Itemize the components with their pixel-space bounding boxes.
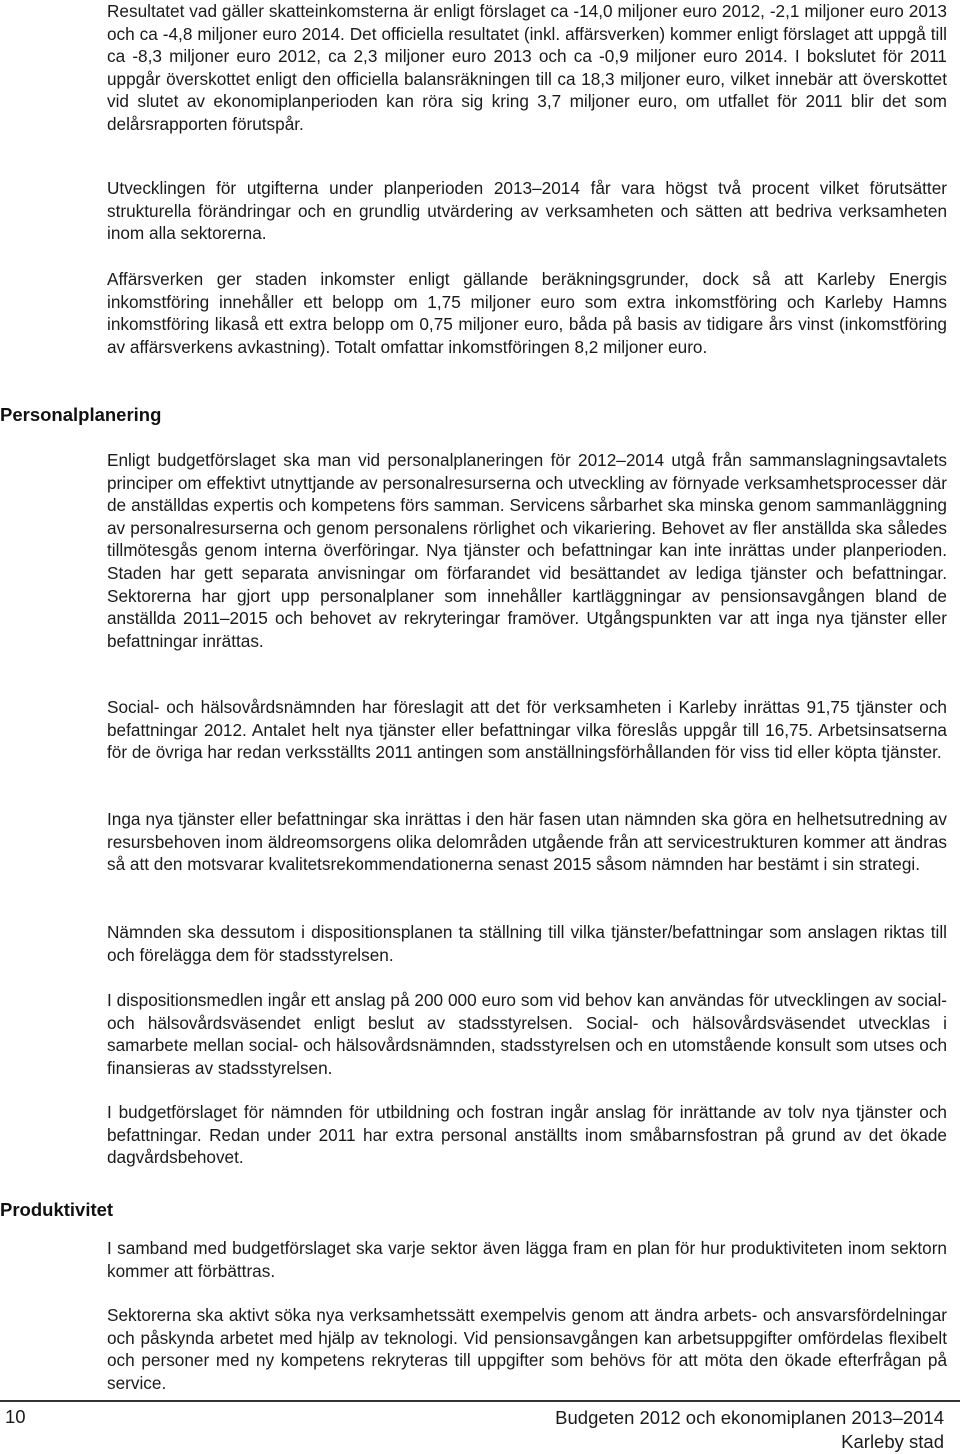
page-number: 10 [5,1406,26,1427]
paragraph-education-positions: I budgetförslaget för nämnden för utbildning och fostran ingår anslag för inrättande av tolv nya tjänster och befattningar. Redan under 2011 har extra personal anställts inom småbarnsfostran på grund av det ökade dagvårdsbehovet. [107,1102,947,1168]
footer-document-info [555,1406,944,1454]
paragraph-tax-income-result: Resultatet vad gäller skatteinkomsterna är enligt förslaget ca -14,0 miljoner euro 2012, -2,1 miljoner euro 2013 och ca -4,8 miljoner euro 2014. Det officiella resultatet (inkl. affärsverken) kommer enligt förslaget att uppgå till ca -8,3 miljoner euro 2012, ca 2,3 miljoner euro 2013 och ca -0,9 miljoner euro 2014. I bokslutet för 2011 uppgår överskottet enligt den officiella balansräkningen till ca 18,3 miljoner euro, vilket innebär att överskottet vid slutet av ekonomiplanperioden kan röra sig kring 3,7 miljoner euro, om utfallet för 2011 blir det som delårsrapporten förutspår. [107,1,947,134]
paragraph-personnel-planning: Enligt budgetförslaget ska man vid personalplaneringen för 2012–2014 utgå från sammanslagningsavtalets principer om effektivt utnyttjande av personalresurserna och utveckling av förnyade verksamhetsprocesser där de anställdas expertis och kompetens förs samman. Servicens sårbarhet ska minska genom sammanläggning av personalresurserna och genom personalens rörlighet och vikariering. Behovet av fler anställda ska således tillmötesgås genom interna överföringar. Nya tjänster och befattningar kan inte inrättas under planperioden. Staden har gett separata anvisningar om förfarandet vid besättandet av lediga tjänster och befattningar. Sektorerna har gjort upp personalplaner som innehåller kartläggningar av pensionsavgången bland de anställda 2011–2015 och behovet av rekryteringar framöver. Utgångspunkten var att inga nya tjänster eller befattningar inrättas. [107,450,947,651]
footer-organization: Karleby stad [841,1431,944,1452]
paragraph-expenditure-development: Utvecklingen för utgifterna under planperioden 2013–2014 får vara högst två procent vilket förutsätter strukturella förändringar och en grundlig utvärdering av verksamheten och sätten att bedriva verksamheten inom alla sektorerna. [107,178,947,244]
section-heading-produktivitet: Produktivitet [0,1199,114,1220]
section-heading-personalplanering: Personalplanering [0,404,162,425]
paragraph-disposition-funds: I dispositionsmedlen ingår ett anslag på 200 000 euro som vid behov kan användas för utvecklingen av social- och hälsovårdsväsendet enligt beslut av stadsstyrelsen. Social- och hälsovårdsväsendet utvecklas i samarbete mellan social- och hälsovårdsnämnden, stadsstyrelsen och en utomstående konsult som utses och finansieras av stadsstyrelsen. [107,990,947,1078]
footer-document-title: Budgeten 2012 och ekonomiplanen 2013–2014 [555,1407,944,1428]
paragraph-productivity-plan: I samband med budgetförslaget ska varje sektor även lägga fram en plan för hur produktiviteten inom sektorn kommer att förbättras. [107,1238,947,1281]
paragraph-disposition-plan: Nämnden ska dessutom i dispositionsplanen ta ställning till vilka tjänster/befattningar som anslagen riktas till och förelägga dem för stadsstyrelsen. [107,922,947,965]
paragraph-social-health-positions: Social- och hälsovårdsnämnden har föreslagit att det för verksamheten i Karleby inrättas 91,75 tjänster och befattningar 2012. Antalet helt nya tjänster eller befattningar vilka föreslås uppgår till 16,75. Arbetsinsatserna för de övriga har redan verksställts 2011 antingen som anställningsförhållanden för viss tid eller köpta tjänster. [107,697,947,763]
paragraph-no-new-positions: Inga nya tjänster eller befattningar ska inrättas i den här fasen utan nämnden ska göra en helhetsutredning av resursbehoven inom äldreomsorgens olika delområden utgående från att servicestrukturen kommer att ändras så att den motsvarar kvalitetsrekommendationerna senast 2015 såsom nämnden har bestämt i sin strategi. [107,809,947,875]
paragraph-new-work-methods: Sektorerna ska aktivt söka nya verksamhetssätt exempelvis genom att ändra arbets- och ansvarsfördelningar och påskynda arbetet med hjälp av teknologi. Vid pensionsavgången kan arbetsuppgifter omfördelas flexibelt och personer med ny kompetens rekryteras till uppgifter som behövs för att möta den ökade efterfrågan på service. [107,1305,947,1393]
footer-divider [0,1400,960,1402]
paragraph-business-units-income: Affärsverken ger staden inkomster enligt gällande beräkningsgrunder, dock så att Karleby Energis inkomstföring innehåller ett belopp om 1,75 miljoner euro som extra inkomstföring och Karleby Hamns inkomstföring likaså ett extra belopp om 0,75 miljoner euro, båda på basis av tidigare års vinst (inkomstföring av affärsverkens avkastning). Totalt omfattar inkomstföringen 8,2 miljoner euro. [107,269,947,357]
